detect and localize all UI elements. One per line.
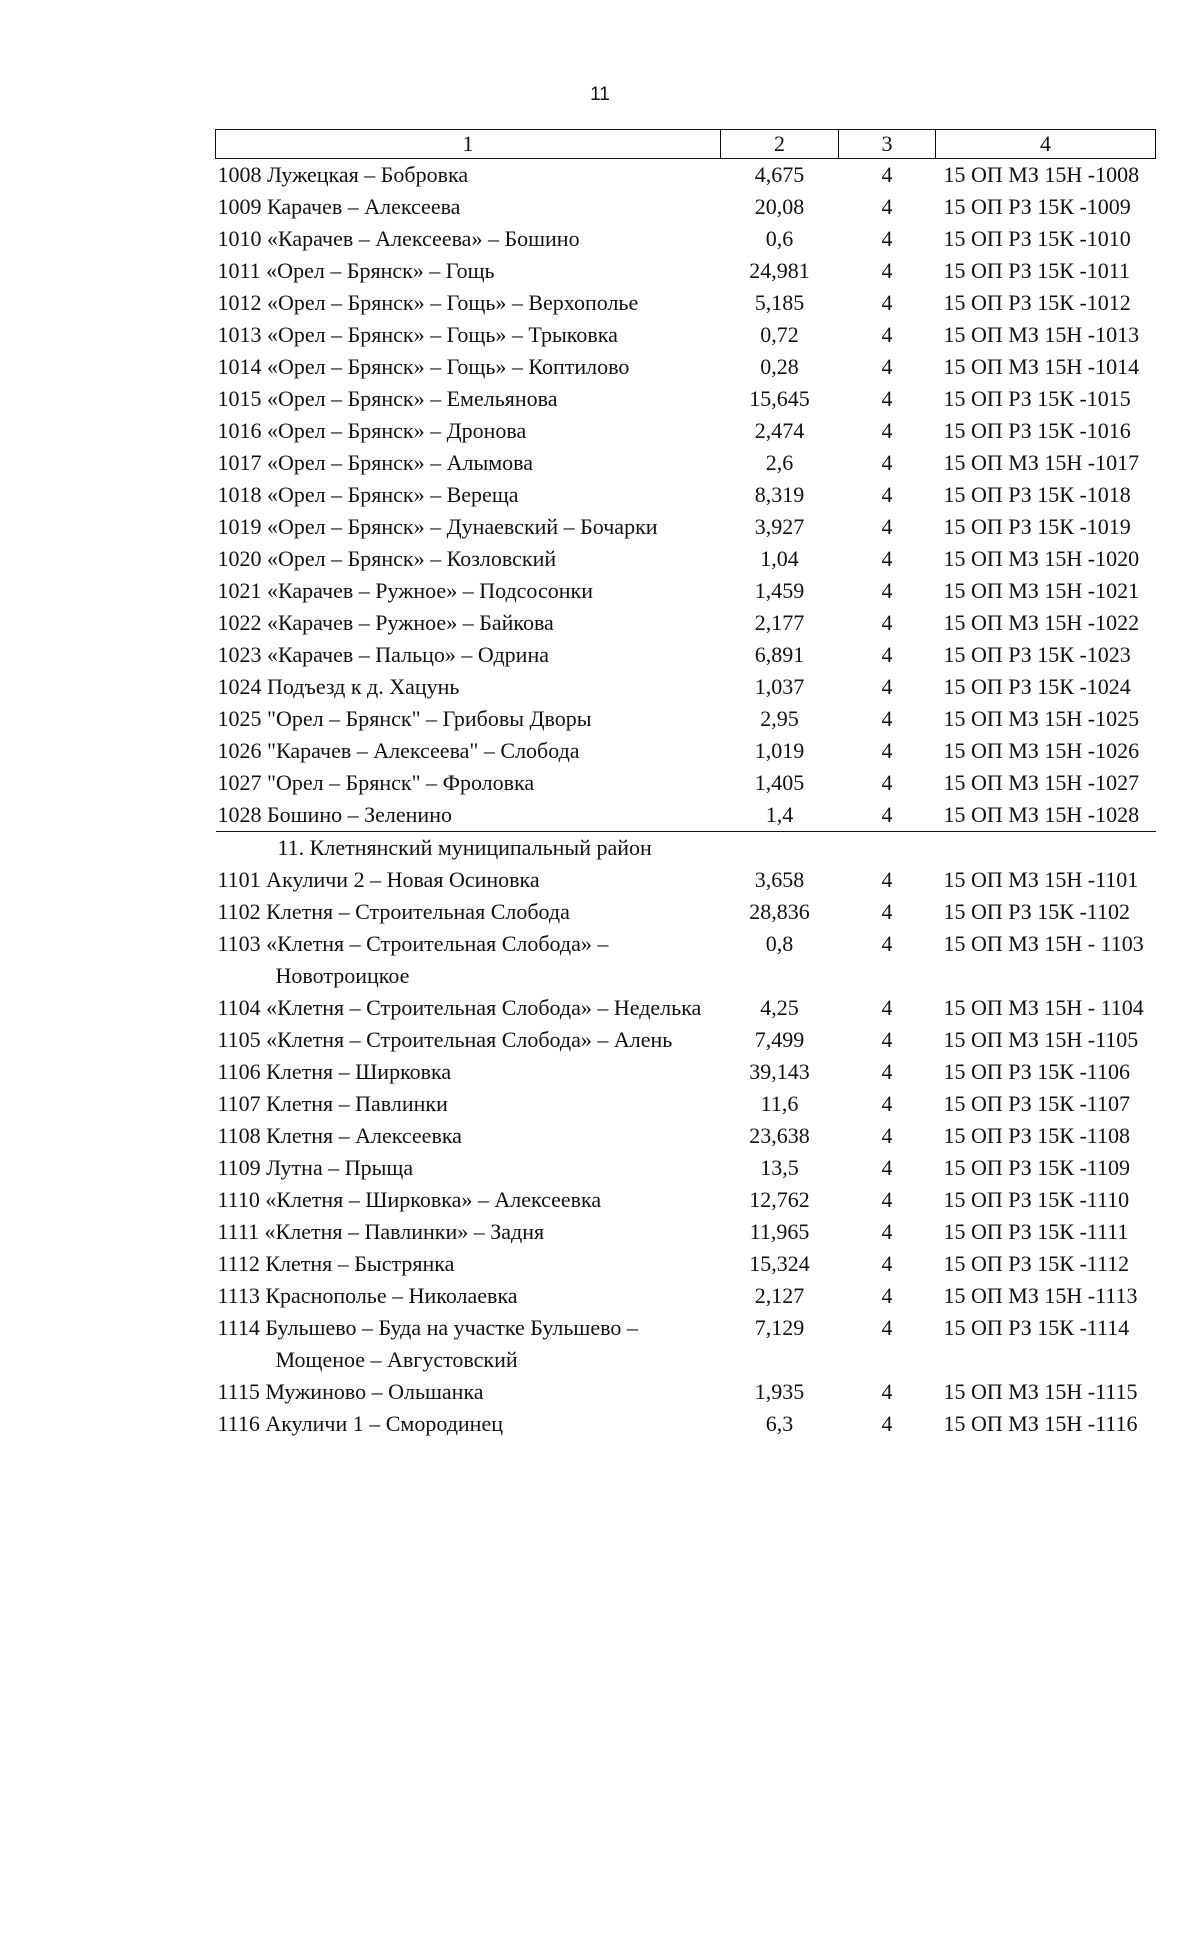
cell-length: 28,836 xyxy=(749,899,810,924)
cell-length: 2,474 xyxy=(754,418,805,443)
cell-name xyxy=(216,639,721,671)
cell-road-id: 15 ОП МЗ 15Н - 1104 xyxy=(943,995,1144,1020)
cell-road-id: 15 ОП РЗ 15К -1109 xyxy=(943,1155,1130,1180)
table-row xyxy=(216,191,1156,223)
road-name-text: 1111 «Клетня – Павлинки» – Задня xyxy=(217,1219,545,1244)
cell-category: 4 xyxy=(881,1155,893,1180)
table-row xyxy=(216,799,1156,832)
cell-name xyxy=(216,255,721,287)
cell-name xyxy=(216,607,721,639)
table-row xyxy=(216,255,1156,287)
cell-category: 4 xyxy=(881,290,893,315)
cell-length: 7,129 xyxy=(754,1315,805,1340)
cell-length: 1,04 xyxy=(760,546,799,571)
cell-length: 0,8 xyxy=(765,931,794,956)
cell-length: 12,762 xyxy=(749,1187,810,1212)
table-row xyxy=(216,1056,1156,1088)
road-name-text: 1115 Мужиново – Ольшанка xyxy=(217,1379,484,1404)
cell-length: 15,324 xyxy=(749,1251,810,1276)
cell-category: 4 xyxy=(881,738,893,763)
cell-road-id: 15 ОП РЗ 15К -1023 xyxy=(943,642,1131,667)
table-row xyxy=(216,607,1156,639)
cell-road-id: 15 ОП РЗ 15К -1019 xyxy=(943,514,1131,539)
table-row xyxy=(216,159,1156,192)
cell-name xyxy=(216,1024,721,1056)
road-name-text: 1009 Карачев – Алексеева xyxy=(217,194,461,219)
road-name-text: 1027 "Орел – Брянск" – Фроловка xyxy=(217,770,535,795)
cell-category: 4 xyxy=(881,514,893,539)
cell-length: 2,6 xyxy=(765,450,794,475)
cell-length: 1,037 xyxy=(754,674,805,699)
road-name-text: 1020 «Орел – Брянск» – Козловский xyxy=(217,546,557,571)
road-name-text: 1024 Подъезд к д. Хацунь xyxy=(217,674,460,699)
cell-name xyxy=(216,799,721,832)
cell-length: 1,405 xyxy=(754,770,805,795)
table-row xyxy=(216,511,1156,543)
cell-road-id: 15 ОП РЗ 15К -1012 xyxy=(943,290,1131,315)
cell-name xyxy=(216,1312,721,1376)
cell-length: 24,981 xyxy=(749,258,810,283)
cell-category: 4 xyxy=(881,1123,893,1148)
cell-road-id: 15 ОП РЗ 15К -1112 xyxy=(943,1251,1130,1276)
cell-road-id: 15 ОП МЗ 15Н -1013 xyxy=(943,322,1140,347)
cell-road-id: 15 ОП РЗ 15К -1106 xyxy=(943,1059,1130,1084)
cell-length: 0,6 xyxy=(765,226,794,251)
table-row xyxy=(216,767,1156,799)
cell-category: 4 xyxy=(881,770,893,795)
cell-length: 2,177 xyxy=(754,610,805,635)
cell-name xyxy=(216,1120,721,1152)
road-name-text: 1106 Клетня – Ширковка xyxy=(217,1059,452,1084)
cell-road-id: 15 ОП РЗ 15К -1018 xyxy=(943,482,1131,507)
cell-category: 4 xyxy=(881,450,893,475)
header-col-3: 3 xyxy=(839,130,936,159)
road-name-text: 1102 Клетня – Строительная Слобода xyxy=(217,899,570,924)
cell-category: 4 xyxy=(881,354,893,379)
cell-road-id: 15 ОП РЗ 15К -1114 xyxy=(943,1315,1130,1340)
cell-road-id: 15 ОП РЗ 15К -1016 xyxy=(943,418,1131,443)
header-col-1: 1 xyxy=(216,130,721,159)
cell-category: 4 xyxy=(881,899,893,924)
table-row xyxy=(216,479,1156,511)
cell-category: 4 xyxy=(881,386,893,411)
cell-length: 2,95 xyxy=(760,706,799,731)
road-name-text: 1110 «Клетня – Ширковка» – Алексеевка xyxy=(217,1187,602,1212)
road-name-text: 1107 Клетня – Павлинки xyxy=(217,1091,448,1116)
page-number: 11 xyxy=(590,84,610,105)
cell-category: 4 xyxy=(881,642,893,667)
cell-road-id: 15 ОП МЗ 15Н -1014 xyxy=(943,354,1140,379)
cell-name xyxy=(216,864,721,896)
table-row xyxy=(216,1088,1156,1120)
table-row xyxy=(216,992,1156,1024)
cell-category: 4 xyxy=(881,1187,893,1212)
cell-category: 4 xyxy=(881,1059,893,1084)
table-row xyxy=(216,1120,1156,1152)
road-name-text: 1109 Лутна – Прыща xyxy=(217,1155,414,1180)
cell-length: 3,658 xyxy=(754,867,805,892)
cell-name xyxy=(216,735,721,767)
cell-name xyxy=(216,479,721,511)
cell-category: 4 xyxy=(881,1379,893,1404)
road-name-text: 1104 «Клетня – Строительная Слобода» – Неделька xyxy=(217,995,702,1020)
road-name-text: 1026 "Карачев – Алексеева" – Слобода xyxy=(217,738,580,763)
road-name-text: 1113 Краснополье – Николаевка xyxy=(217,1283,518,1308)
cell-name xyxy=(216,1056,721,1088)
road-name-text: 1112 Клетня – Быстрянка xyxy=(217,1251,455,1276)
cell-name xyxy=(216,223,721,255)
cell-length: 11,6 xyxy=(760,1091,799,1116)
cell-road-id: 15 ОП РЗ 15К -1108 xyxy=(943,1123,1130,1148)
cell-road-id: 15 ОП МЗ 15Н -1022 xyxy=(943,610,1140,635)
cell-road-id: 15 ОП РЗ 15К -1107 xyxy=(943,1091,1130,1116)
cell-name xyxy=(216,543,721,575)
cell-name xyxy=(216,1248,721,1280)
road-name-text: 1108 Клетня – Алексеевка xyxy=(217,1123,462,1148)
cell-name xyxy=(216,159,721,192)
cell-road-id: 15 ОП РЗ 15К -1024 xyxy=(943,674,1131,699)
roads-table xyxy=(215,129,1156,1440)
cell-road-id: 15 ОП РЗ 15К -1011 xyxy=(943,258,1130,283)
cell-road-id: 15 ОП МЗ 15Н -1020 xyxy=(943,546,1140,571)
header-col-4: 4 xyxy=(936,130,1156,159)
table-row xyxy=(216,543,1156,575)
cell-name xyxy=(216,896,721,928)
cell-name xyxy=(216,928,721,992)
cell-road-id: 15 ОП РЗ 15К -1111 xyxy=(943,1219,1129,1244)
cell-road-id: 15 ОП РЗ 15К -1110 xyxy=(943,1187,1130,1212)
table-row xyxy=(216,1280,1156,1312)
table-row xyxy=(216,639,1156,671)
cell-road-id: 15 ОП РЗ 15К -1009 xyxy=(943,194,1131,219)
table-row xyxy=(216,351,1156,383)
road-name-text: 1011 «Орел – Брянск» – Гощь xyxy=(217,258,495,283)
table-row xyxy=(216,1408,1156,1440)
cell-road-id: 15 ОП МЗ 15Н -1116 xyxy=(943,1411,1138,1436)
road-name-text: 1028 Бошино – Зеленино xyxy=(217,802,452,827)
table-row xyxy=(216,1248,1156,1280)
cell-length: 20,08 xyxy=(754,194,805,219)
table-row xyxy=(216,1184,1156,1216)
cell-length: 2,127 xyxy=(754,1283,805,1308)
cell-length: 0,72 xyxy=(760,322,799,347)
table-row xyxy=(216,1312,1156,1376)
cell-length: 1,935 xyxy=(754,1379,805,1404)
cell-name xyxy=(216,1152,721,1184)
road-name-text: 1013 «Орел – Брянск» – Гощь» – Трыковка xyxy=(217,322,618,347)
cell-name xyxy=(216,575,721,607)
cell-length: 1,459 xyxy=(754,578,805,603)
cell-road-id: 15 ОП РЗ 15К -1010 xyxy=(943,226,1131,251)
road-name-text: 1017 «Орел – Брянск» – Алымова xyxy=(217,450,534,475)
cell-length: 4,25 xyxy=(760,995,799,1020)
cell-name xyxy=(216,1376,721,1408)
section-heading-group xyxy=(216,832,1156,865)
cell-length: 7,499 xyxy=(754,1027,805,1052)
cell-name xyxy=(216,1216,721,1248)
road-name-text: 1105 «Клетня – Строительная Слобода» – Алень xyxy=(217,1027,673,1052)
cell-road-id: 15 ОП РЗ 15К -1015 xyxy=(943,386,1131,411)
cell-road-id: 15 ОП МЗ 15Н -1025 xyxy=(943,706,1140,731)
table-row xyxy=(216,896,1156,928)
cell-road-id: 15 ОП МЗ 15Н -1105 xyxy=(943,1027,1139,1052)
road-name-text: 1010 «Карачев – Алексеева» – Бошино xyxy=(217,226,580,251)
cell-road-id: 15 ОП МЗ 15Н -1101 xyxy=(943,867,1139,892)
road-name-text: 1025 "Орел – Брянск" – Грибовы Дворы xyxy=(217,706,592,731)
cell-length: 11,965 xyxy=(749,1219,810,1244)
cell-road-id: 15 ОП МЗ 15Н -1026 xyxy=(943,738,1140,763)
road-name-text: 1103 «Клетня – Строительная Слобода» – Новотроицкое xyxy=(217,931,609,988)
cell-category: 4 xyxy=(881,1027,893,1052)
cell-length: 0,28 xyxy=(760,354,799,379)
cell-road-id: 15 ОП МЗ 15Н -1008 xyxy=(943,162,1140,187)
cell-category: 4 xyxy=(881,258,893,283)
cell-category: 4 xyxy=(881,1091,893,1116)
cell-name xyxy=(216,319,721,351)
cell-length: 23,638 xyxy=(749,1123,810,1148)
table-row xyxy=(216,864,1156,896)
table-body-part-1 xyxy=(216,159,1156,832)
cell-category: 4 xyxy=(881,1219,893,1244)
cell-category: 4 xyxy=(881,1315,893,1340)
road-name-text: 1101 Акуличи 2 – Новая Осиновка xyxy=(217,867,540,892)
table-row xyxy=(216,575,1156,607)
road-name-text: 1019 «Орел – Брянск» – Дунаевский – Бочарки xyxy=(217,514,658,539)
table-row xyxy=(216,223,1156,255)
cell-road-id: 15 ОП МЗ 15Н -1113 xyxy=(943,1283,1138,1308)
table-row xyxy=(216,703,1156,735)
cell-road-id: 15 ОП МЗ 15Н -1027 xyxy=(943,770,1140,795)
table-row xyxy=(216,447,1156,479)
cell-name xyxy=(216,287,721,319)
header-col-2: 2 xyxy=(721,130,839,159)
cell-road-id: 15 ОП МЗ 15Н -1017 xyxy=(943,450,1140,475)
cell-length: 1,4 xyxy=(721,799,839,832)
cell-name xyxy=(216,671,721,703)
cell-length: 3,927 xyxy=(754,514,805,539)
cell-category: 4 xyxy=(881,482,893,507)
cell-name xyxy=(216,767,721,799)
cell-category: 4 xyxy=(881,1251,893,1276)
cell-category: 4 xyxy=(881,674,893,699)
cell-road-id: 15 ОП МЗ 15Н -1028 xyxy=(936,799,1156,832)
cell-category: 4 xyxy=(881,1283,893,1308)
table-row xyxy=(216,671,1156,703)
table-body-part-2 xyxy=(216,864,1156,1440)
cell-name xyxy=(216,415,721,447)
table-row xyxy=(216,1024,1156,1056)
cell-category: 4 xyxy=(881,995,893,1020)
header-row xyxy=(216,130,1156,159)
cell-category: 4 xyxy=(881,578,893,603)
cell-road-id: 15 ОП РЗ 15К -1102 xyxy=(943,899,1130,924)
cell-name xyxy=(216,1408,721,1440)
table-row xyxy=(216,287,1156,319)
cell-category: 4 xyxy=(839,799,936,832)
table-header xyxy=(216,130,1156,159)
table-row xyxy=(216,1376,1156,1408)
road-name-text: 1016 «Орел – Брянск» – Дронова xyxy=(217,418,527,443)
road-name-text: 1014 «Орел – Брянск» – Гощь» – Коптилово xyxy=(217,354,630,379)
cell-name xyxy=(216,447,721,479)
cell-category: 4 xyxy=(881,931,893,956)
road-name-text: 1022 «Карачев – Ружное» – Байкова xyxy=(217,610,554,635)
cell-name xyxy=(216,383,721,415)
cell-length: 39,143 xyxy=(749,1059,810,1084)
cell-name xyxy=(216,1184,721,1216)
road-name-text: 1114 Бульшево – Буда на участке Бульшево – Мощеное – Августовский xyxy=(217,1315,638,1372)
table-row xyxy=(216,928,1156,992)
cell-name xyxy=(216,992,721,1024)
cell-category: 4 xyxy=(881,226,893,251)
cell-length: 6,891 xyxy=(754,642,805,667)
cell-road-id: 15 ОП МЗ 15Н -1115 xyxy=(943,1379,1138,1404)
road-name-text: 1021 «Карачев – Ружное» – Подсосонки xyxy=(217,578,593,603)
section-row xyxy=(216,832,1156,865)
cell-category: 4 xyxy=(881,610,893,635)
cell-category: 4 xyxy=(881,194,893,219)
table-row xyxy=(216,735,1156,767)
cell-category: 4 xyxy=(881,706,893,731)
cell-length: 13,5 xyxy=(760,1155,799,1180)
table-row xyxy=(216,319,1156,351)
road-name-text: 1008 Лужецкая – Бобровка xyxy=(217,162,469,187)
cell-category: 4 xyxy=(881,162,893,187)
road-name-text: 1116 Акуличи 1 – Смородинец xyxy=(217,1411,503,1436)
cell-name xyxy=(216,703,721,735)
cell-category: 4 xyxy=(881,418,893,443)
cell-name xyxy=(216,1088,721,1120)
cell-length: 5,185 xyxy=(754,290,805,315)
cell-category: 4 xyxy=(881,546,893,571)
cell-length: 15,645 xyxy=(749,386,810,411)
cell-name xyxy=(216,191,721,223)
cell-category: 4 xyxy=(881,322,893,347)
road-name-text: 1015 «Орел – Брянск» – Емельянова xyxy=(217,386,558,411)
cell-category: 4 xyxy=(881,867,893,892)
road-name-text: 1012 «Орел – Брянск» – Гощь» – Верхополье xyxy=(217,290,639,315)
cell-category: 4 xyxy=(881,1411,893,1436)
cell-name xyxy=(216,1280,721,1312)
cell-length: 6,3 xyxy=(765,1411,794,1436)
section-title: 11. Клетнянский муниципальный район xyxy=(277,835,652,860)
table-row xyxy=(216,415,1156,447)
table-row xyxy=(216,383,1156,415)
cell-name xyxy=(216,351,721,383)
cell-length: 1,019 xyxy=(754,738,805,763)
road-name-text: 1023 «Карачев – Пальцо» – Одрина xyxy=(217,642,549,667)
cell-name xyxy=(216,511,721,543)
cell-length: 4,675 xyxy=(754,162,805,187)
cell-road-id: 15 ОП МЗ 15Н -1021 xyxy=(943,578,1140,603)
cell-length: 8,319 xyxy=(754,482,805,507)
cell-road-id: 15 ОП МЗ 15Н - 1103 xyxy=(943,931,1144,956)
table-row xyxy=(216,1152,1156,1184)
road-name-text: 1018 «Орел – Брянск» – Вереща xyxy=(217,482,519,507)
table-row xyxy=(216,1216,1156,1248)
